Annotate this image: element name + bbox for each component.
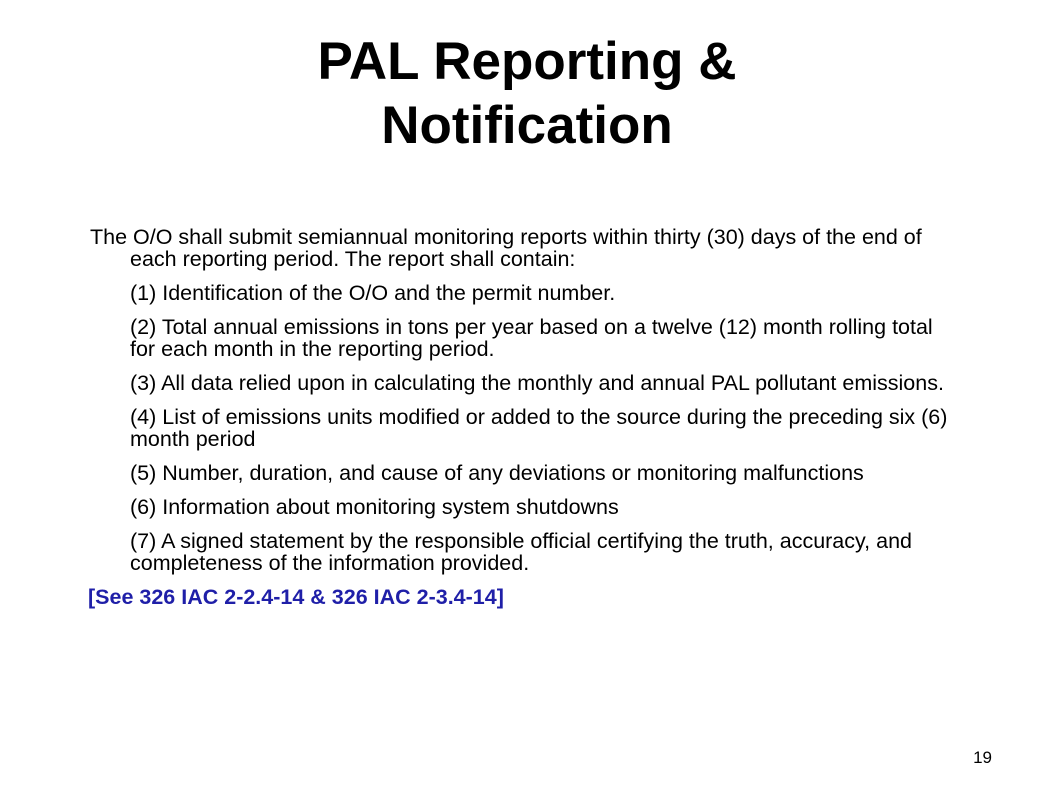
- slide-title: [0, 30, 1054, 158]
- list-item: (4) List of emissions units modified or added to the source during the preceding six (6) month period: [130, 405, 948, 451]
- list-item: (3) All data relied upon in calculating the monthly and annual PAL pollutant emissions.: [130, 371, 944, 395]
- list-item: (6) Information about monitoring system shutdowns: [130, 495, 619, 519]
- slide-title-line-1: PAL Reporting &: [317, 32, 737, 91]
- list-item: (7) A signed statement by the responsible official certifying the truth, accuracy, and completeness of the information provided.: [130, 529, 912, 575]
- slide-body: [90, 226, 960, 608]
- list-item: (1) Identification of the O/O and the permit number.: [130, 281, 616, 305]
- slide-number: 19: [973, 748, 992, 767]
- list-item: (2) Total annual emissions in tons per year based on a twelve (12) month rolling total for each month in the reporting period.: [130, 315, 933, 361]
- intro-paragraph: The O/O shall submit semiannual monitoring reports within thirty (30) days of the end of each reporting period. The report shall contain:: [90, 225, 922, 271]
- list-item: (5) Number, duration, and cause of any deviations or monitoring malfunctions: [130, 461, 864, 485]
- report-contents-list: [90, 282, 960, 574]
- slide-title-line-2: Notification: [381, 96, 673, 155]
- regulation-citation: [See 326 IAC 2-2.4-14 & 326 IAC 2-3.4-14]: [88, 585, 504, 609]
